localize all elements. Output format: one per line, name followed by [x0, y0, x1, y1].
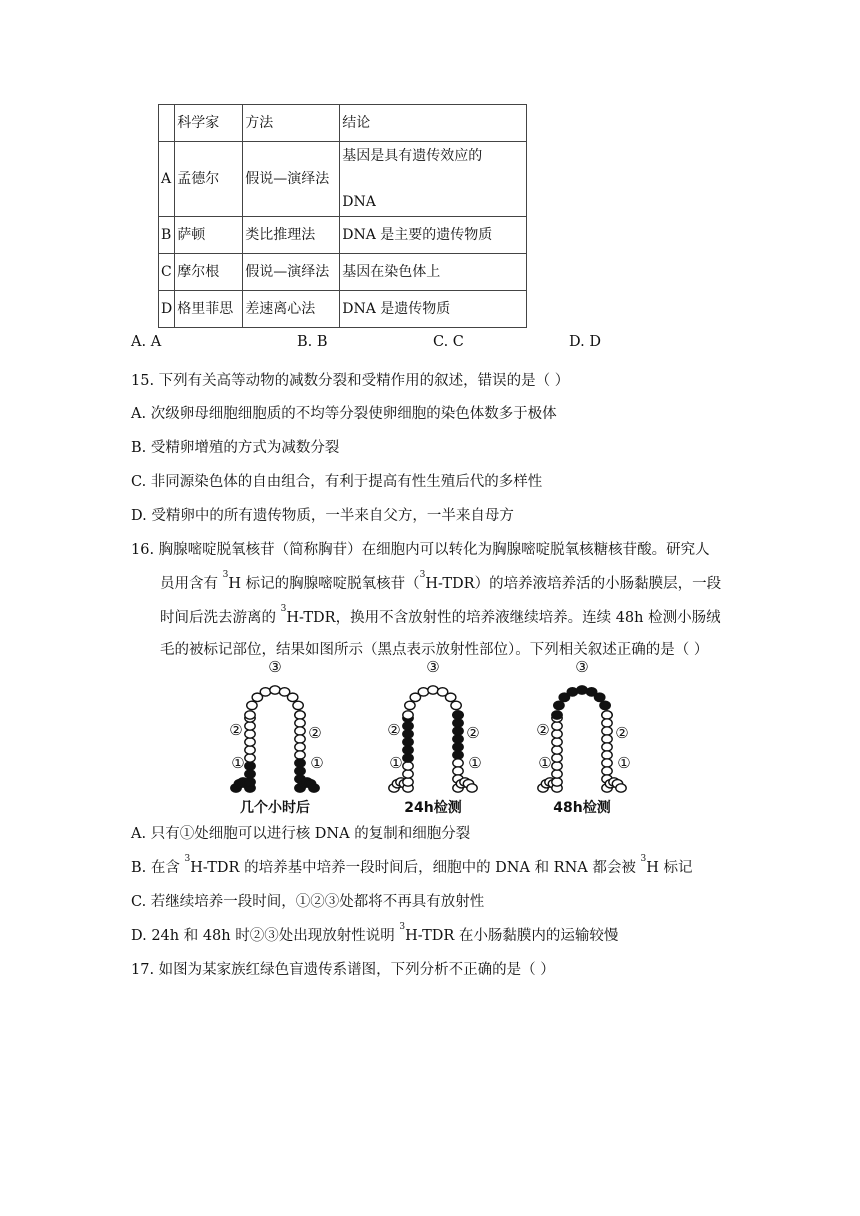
cell: [552, 778, 562, 786]
region-marker: ②: [466, 724, 480, 742]
region-marker: ②: [536, 721, 550, 739]
q14-option-b: B. B: [297, 334, 328, 350]
labeled-cell: [453, 743, 463, 751]
conclusion-line: 基因是具有遗传效应的: [342, 147, 483, 164]
region-marker: ①: [389, 754, 403, 772]
conclusion-line: DNA: [342, 193, 376, 210]
q17-stem: 17. 如图为某家族红绿色盲遗传系谱图，下列分析不正确的是（ ）: [131, 962, 555, 978]
cell: [247, 701, 257, 709]
villus-diagram: [220, 660, 640, 820]
row-scientist: 萨顿: [175, 217, 243, 254]
q14-option-c: C. C: [433, 334, 464, 350]
labeled-cell: [554, 701, 564, 709]
superscript: 3: [184, 854, 191, 864]
cell: [418, 688, 428, 696]
row-method: 差速离心法: [243, 291, 340, 328]
cell: [270, 686, 280, 694]
text-run: H 标记的胸腺嘧啶脱氧核苷（: [228, 576, 420, 592]
cell: [552, 738, 562, 746]
labeled-cell: [453, 735, 463, 743]
cell: [552, 754, 562, 762]
region-marker: ②: [615, 724, 629, 742]
row-conclusion: DNA 是遗传物质: [340, 291, 527, 328]
cell: [552, 746, 562, 754]
row-scientist: 孟德尔: [175, 142, 243, 217]
labeled-cell: [594, 693, 604, 701]
row-conclusion: 基因在染色体上: [340, 254, 527, 291]
superscript: 3: [280, 604, 287, 614]
villus-panel: [229, 660, 323, 816]
region-marker: ③: [426, 660, 440, 676]
table-header-cell: [159, 105, 175, 142]
q16-stem-line-2: [160, 572, 721, 593]
cell: [245, 711, 255, 719]
region-marker: ①: [231, 754, 245, 772]
cell: [295, 719, 305, 727]
cell: [453, 767, 463, 775]
cell: [287, 693, 297, 701]
cell: [260, 688, 270, 696]
text-run: 时间后洗去游离的: [160, 610, 281, 626]
table-header-row: [159, 105, 527, 142]
panel-caption: 24h检测: [404, 800, 462, 816]
cell: [403, 762, 413, 770]
villus-figure: [220, 660, 640, 820]
table-header-cell: 方法: [243, 105, 340, 142]
scientist-table: [158, 104, 527, 328]
text-run: D. 24h 和 48h 时②③处出现放射性说明: [131, 928, 400, 944]
row-conclusion: [340, 142, 527, 217]
text-run: H-TDR 在小肠黏膜内的运输较慢: [405, 928, 619, 944]
labeled-cell: [453, 719, 463, 727]
q14-option-a: A. A: [131, 334, 162, 350]
labeled-cell: [403, 746, 413, 754]
labeled-cell: [403, 722, 413, 730]
text-run: H 标记: [646, 860, 693, 876]
q15-option-c: C. 非同源染色体的自由组合，有利于提高有性生殖后代的多样性: [131, 474, 543, 490]
region-marker: ③: [268, 660, 282, 676]
cell: [552, 730, 562, 738]
labeled-cell: [309, 784, 319, 792]
panel-caption: 几个小时后: [240, 800, 310, 816]
labeled-cell: [600, 701, 610, 709]
region-marker: ①: [310, 754, 324, 772]
row-scientist: 摩尔根: [175, 254, 243, 291]
cell: [295, 727, 305, 735]
cell: [245, 754, 255, 762]
q15-option-b: B. 受精卵增殖的方式为减数分裂: [131, 440, 340, 456]
cell: [445, 693, 455, 701]
cell: [602, 711, 612, 719]
row-letter: D: [159, 291, 175, 328]
q14-option-d: D. D: [569, 334, 601, 350]
text-run: 员用含有: [160, 576, 223, 592]
q15-option-d: D. 受精卵中的所有遗传物质，一半来自父方，一半来自母方: [131, 508, 514, 524]
cell: [245, 738, 255, 746]
cell: [602, 735, 612, 743]
cell: [245, 730, 255, 738]
labeled-cell: [295, 767, 305, 775]
q16-stem-line-4: 毛的被标记部位，结果如图所示（黑点表示放射性部位）。下列相关叙述正确的是（ ）: [160, 642, 709, 658]
text-run: B. 在含: [131, 860, 185, 876]
villus-panel: [536, 660, 630, 816]
cell: [602, 743, 612, 751]
labeled-cell: [453, 751, 463, 759]
cell: [602, 759, 612, 767]
table-row: [159, 217, 527, 254]
cell: [451, 701, 461, 709]
cell: [403, 711, 413, 719]
cell: [552, 722, 562, 730]
panel-caption: 48h检测: [553, 800, 611, 816]
labeled-cell: [295, 759, 305, 767]
row-letter: C: [159, 254, 175, 291]
region-marker: ②: [387, 721, 401, 739]
labeled-cell: [567, 688, 577, 696]
row-method: 类比推理法: [243, 217, 340, 254]
superscript: 3: [640, 854, 647, 864]
labeled-cell: [245, 778, 255, 786]
cell: [295, 743, 305, 751]
region-marker: ②: [308, 724, 322, 742]
cell: [295, 751, 305, 759]
labeled-cell: [245, 770, 255, 778]
region-marker: ①: [468, 754, 482, 772]
labeled-cell: [577, 686, 587, 694]
text-run: H-TDR 的培养基中培养一段时间后，细胞中的 DNA 和 RNA 都会被: [190, 860, 641, 876]
labeled-cell: [403, 754, 413, 762]
row-letter: A: [159, 142, 175, 217]
cell: [602, 719, 612, 727]
cell: [293, 701, 303, 709]
cell: [453, 759, 463, 767]
table-header-cell: 科学家: [175, 105, 243, 142]
cell: [467, 784, 477, 792]
labeled-cell: [453, 711, 463, 719]
superscript: 3: [399, 922, 406, 932]
cell: [245, 722, 255, 730]
labeled-cell: [245, 762, 255, 770]
row-method: 假说—演绎法: [243, 142, 340, 217]
labeled-cell: [403, 730, 413, 738]
labeled-cell: [552, 711, 562, 719]
text-run: H-TDR，换用不含放射性的培养液继续培养。连续 48h 检测小肠绒: [286, 610, 721, 626]
row-scientist: 格里菲思: [175, 291, 243, 328]
table-row: [159, 254, 527, 291]
q16-option-d: [131, 924, 618, 945]
q15-option-a: A. 次级卵母细胞细胞质的不均等分裂使卵细胞的染色体数多于极体: [131, 406, 557, 422]
row-method: 假说—演绎法: [243, 254, 340, 291]
table-row: [159, 291, 527, 328]
row-conclusion: DNA 是主要的遗传物质: [340, 217, 527, 254]
cell: [602, 751, 612, 759]
cell: [405, 701, 415, 709]
cell: [428, 686, 438, 694]
cell: [295, 711, 305, 719]
superscript: 3: [419, 570, 426, 580]
table-header-cell: 结论: [340, 105, 527, 142]
q16-option-a: A. 只有①处细胞可以进行核 DNA 的复制和细胞分裂: [131, 826, 471, 842]
row-letter: B: [159, 217, 175, 254]
cell: [602, 767, 612, 775]
cell: [602, 727, 612, 735]
cell: [616, 784, 626, 792]
superscript: 3: [222, 570, 229, 580]
region-marker: ①: [538, 754, 552, 772]
region-marker: ②: [229, 721, 243, 739]
table-row: [159, 142, 527, 217]
cell: [552, 770, 562, 778]
q16-stem-line-1: 16. 胸腺嘧啶脱氧核苷（简称胸苷）在细胞内可以转化为胸腺嘧啶脱氧核糖核苷酸。研究人: [131, 542, 710, 558]
q15-stem: 15. 下列有关高等动物的减数分裂和受精作用的叙述，错误的是（ ）: [131, 373, 570, 389]
labeled-cell: [453, 727, 463, 735]
cell: [245, 746, 255, 754]
villus-panel: [387, 660, 481, 816]
text-run: H-TDR）的培养液培养活的小肠黏膜层，一段: [425, 576, 722, 592]
q16-option-b: [131, 856, 692, 877]
labeled-cell: [403, 738, 413, 746]
cell: [403, 770, 413, 778]
q16-option-c: C. 若继续培养一段时间，①②③处都将不再具有放射性: [131, 894, 485, 910]
region-marker: ③: [575, 660, 589, 676]
region-marker: ①: [617, 754, 631, 772]
cell: [552, 762, 562, 770]
cell: [403, 778, 413, 786]
q16-stem-line-3: [160, 606, 721, 627]
cell: [295, 735, 305, 743]
